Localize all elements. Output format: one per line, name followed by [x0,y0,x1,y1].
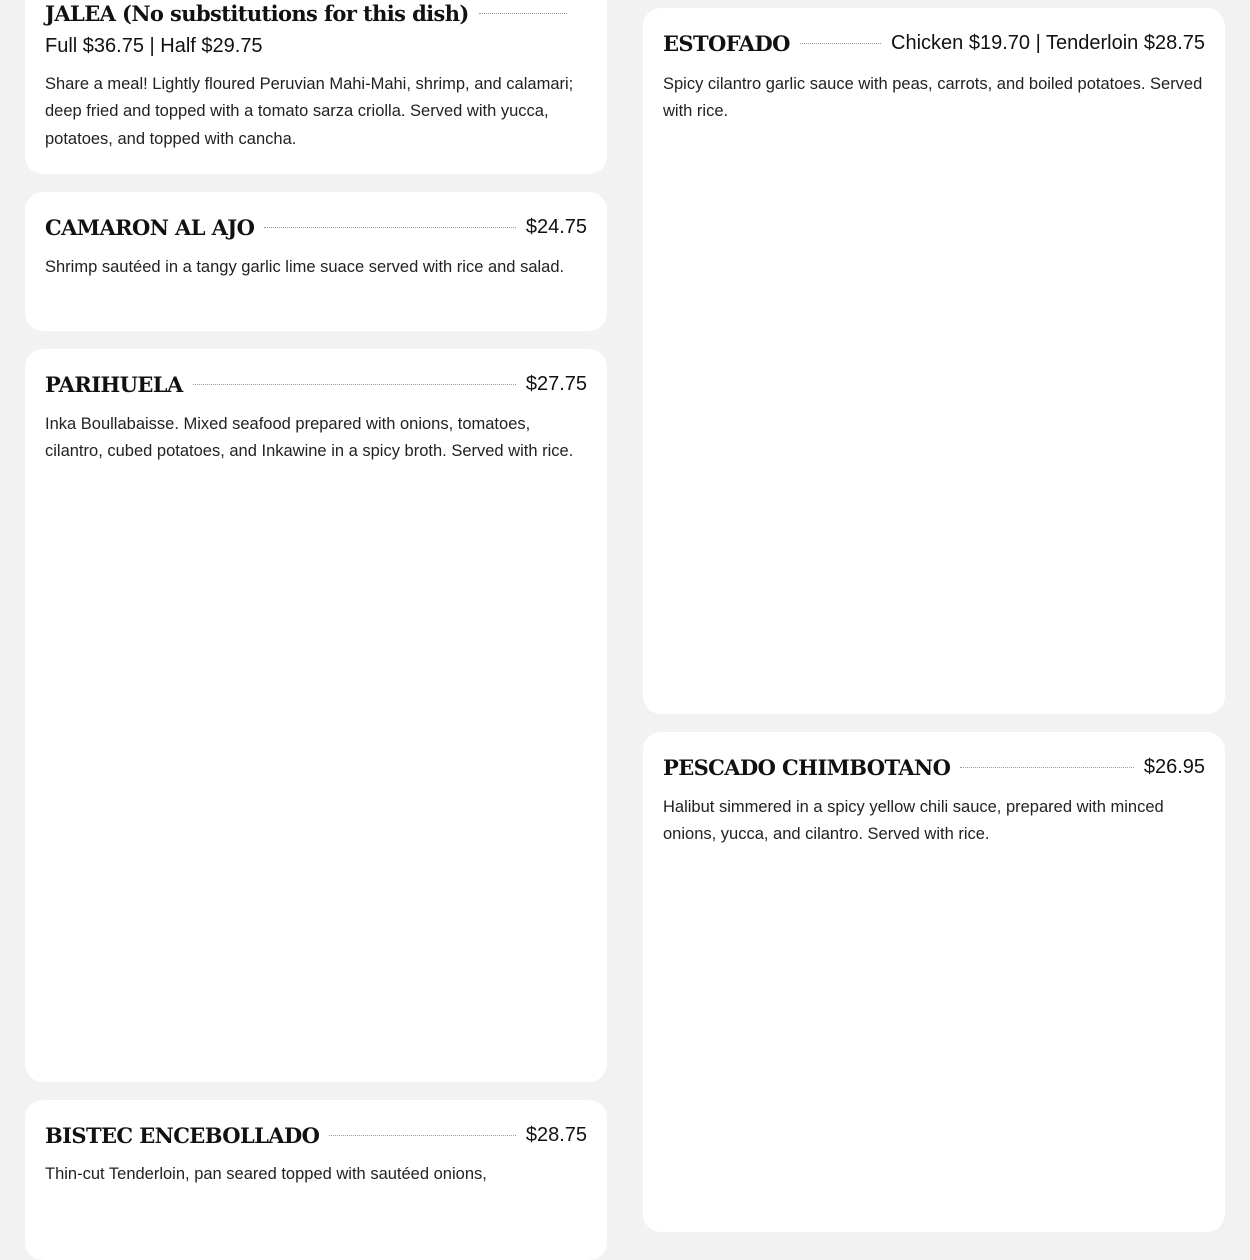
dotted-leader [193,384,516,385]
menu-item-name: PARIHUELA [45,371,183,397]
menu-item-description: Spicy cilantro garlic sauce with peas, carrots, and boiled potatoes. Served with rice. [663,75,1203,121]
dotted-leader [329,1135,516,1136]
menu-item-name: ESTOFADO [663,30,790,56]
dotted-leader [264,227,516,228]
menu-item-description: Shrimp sautéed in a tangy garlic lime suace served with rice and salad. [45,258,565,276]
menu-item-header [663,28,1205,58]
menu-item-header [45,369,587,399]
menu-item-description: Thin-cut Tenderloin, pan seared topped with sautéed onions, [45,1165,487,1183]
dotted-leader [479,13,567,14]
menu-item-name: JALEA (No substitutions for this dish) [45,0,469,26]
menu-item-price: $24.75 [525,215,587,238]
menu-item-price: $28.75 [525,1123,587,1146]
menu-item-card [25,192,607,331]
dotted-leader [800,43,881,44]
menu-item-price: Chicken $19.70 | Tenderloin $28.75 [891,31,1205,54]
menu-item-name: BISTEC ENCEBOLLADO [45,1122,320,1148]
menu-item-header [45,0,577,26]
menu-item-price: $26.95 [1143,755,1205,778]
menu-item-name: CAMARON AL AJO [45,214,255,240]
menu-item-card [25,1100,607,1260]
menu-item-description: Halibut simmered in a spicy yellow chili sauce, prepared with minced onions, yucca, and cilantro. Served with rice. [663,798,1164,844]
menu-item-header [45,1120,587,1150]
menu-item-header [663,752,1205,782]
menu-item-card [643,732,1225,1232]
dotted-leader [960,767,1134,768]
menu-item-price: Full $36.75 | Half $29.75 [45,35,263,57]
menu-item-description: Inka Boullabaisse. Mixed seafood prepared with onions, tomatoes, cilantro, cubed potatoes, and Inkawine in a spicy broth. Served with rice. [45,415,574,461]
menu-item-name: PESCADO CHIMBOTANO [663,754,951,780]
menu-item-description: Share a meal! Lightly floured Peruvian Mahi-Mahi, shrimp, and calamari; deep fried and topped with a tomato sarza criolla. Served with yucca, potatoes, and topped with cancha. [45,75,574,148]
menu-item-price: $27.75 [525,372,587,395]
menu-item-card [25,0,607,174]
menu-item-header [45,212,587,242]
menu-item-card [643,8,1225,714]
menu-item-card [25,349,607,1082]
